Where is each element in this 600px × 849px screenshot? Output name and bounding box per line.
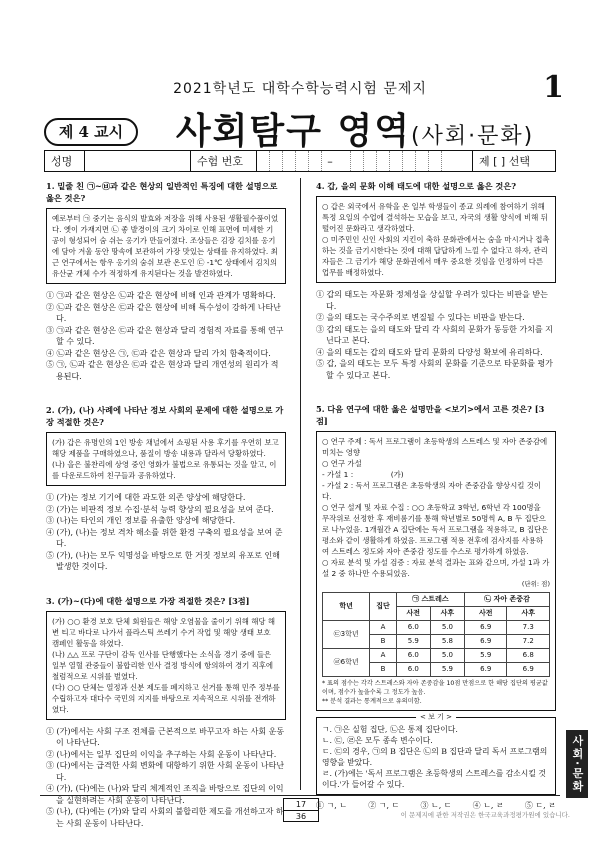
q5-box [316,431,556,711]
exam-no-label: 수험 번호 [191,151,257,171]
q5-line-h2: - 가설 2 : 독서 프로그램은 초등학생의 자아 존중감을 향상시킬 것이다. [322,481,541,501]
q1-choice-4[interactable]: ④ ㉡과 같은 현상은 ㉠, ㉢과 같은 현상과 달리 가치 함축적이다. [46,348,271,358]
q1-choice-1[interactable]: ① ㉠과 같은 현상은 ㉡과 같은 현상에 비해 인과 관계가 명확하다. [46,291,276,300]
subject-main: 사회탐구 영역 [175,111,412,152]
footer-page: 17 [284,799,318,811]
q2-choice-2[interactable]: ② (가)는 비판적 정보 수집·분석 능력 향상의 필요성을 보여 준다. [46,504,274,514]
table-row [323,649,550,663]
q4-choice-2[interactable]: ② 을의 태도는 국수주의로 변질될 수 있다는 비판을 받는다. [316,313,525,322]
th-post: 사후 [507,607,550,621]
table-cell: 5.9 [396,635,430,649]
th-esteem: ㉡ 자아 존중감 [464,593,549,607]
q2-choice-3[interactable]: ③ (나)는 타인의 개인 정보를 유출한 양상에 해당한다. [46,516,236,525]
footer-page-indicator [283,798,319,822]
th-group: 집단 [370,593,396,621]
q2-choice-4[interactable]: ④ (가), (나)는 정보 격차 해소를 위한 환경 구축의 필요성을 보여 준다. [46,527,283,548]
q1-box: 예로부터 ㉠ 중기는 음식의 발효와 저장을 위해 사용된 생활필수품이었다. 옛이 가재지면 ㉡ 좋 발경이의 크기 차이로 인해 표면에 미세한 기공이 형성되어 숨 쉬는 옹기가 만들어졌다. 조상들은 김장 김치를 옹기에 담아 겨울 동안 땅속에 보관하여 가장 맛있는 상태를 유지하였다. 최근 연구에서는 항우 옹기의 숨쉬 보관 온도인 ㉢ -1℃ 상태에서 김치의 유산균 개체 수가 적정하게 유지된다는 것을 발견하였다. [46,208,286,284]
table-cell: 5.0 [430,621,464,635]
page-number: 1 [543,70,564,105]
subject-side-tab: 사회·문화 [566,730,588,798]
exam-no-field[interactable] [257,151,473,171]
q5-choice-4[interactable]: ④ ㄴ, ㄹ [472,801,504,810]
table-cell: 7.2 [507,635,550,649]
info-bar [44,150,556,172]
q3-choice-4[interactable]: ④ (가), (다)에는 (나)와 달리 체계적인 조직을 바탕으로 집단의 이익을 실현하려는 사회 운동이 나타난다. [46,784,284,805]
result-table [322,592,550,677]
table-cell: A [370,621,396,635]
th-pre: 사전 [396,607,430,621]
table-notes: * 표의 점수는 각각 스트레스와 자아 존중감을 10점 만점으로 한 해당 집단의 평균값이며, 점수가 높을수록 그 정도가 높음. ** 분석 결과는 통계적으로 유의미함. [322,680,548,705]
footer-rule [40,795,560,796]
q4-box: ○ 갑은 외국에서 유학을 온 일부 학생들이 종교 의례에 참여하기 위해 특정 요일의 수업에 결석하는 모습을 보고, 자국의 생활 양식에 비해 뒤떨어진 문화라고 생각하였다. ○ 미주민인 신인 사회의 지킨이 축하 문화관에서는 숨을 마시거나 접촉하는 것을 금기시한다는 것에 대해 답답하게 느낄 수 없다고 하자, 관리자들은 그 금기가 해당 문화권에서 매우 중요한 것임을 인정하여 다른 업무를 배정하였다. [316,196,556,283]
table-cell: ㉢3학년 [323,621,370,649]
q5-line-hypo: ○ 연구 가설 [322,459,362,468]
q4-choice-4[interactable]: ④ 을의 태도는 갑의 태도와 달리 문화의 다양성 확보에 유리하다. [316,347,543,357]
q5-line-topic: ○ 연구 주제 : 독서 프로그램이 초등학생의 스트레스 및 자아 존중감에 미치는 영향 [322,437,548,457]
table-unit: (단위: 점) [521,580,550,588]
table-cell: 6.0 [396,621,430,635]
q2-choice-1[interactable]: ① (가)는 정보 기기에 대한 과도한 의존 양상에 해당한다. [46,493,246,502]
bogi-item: ㄱ. ㉠은 실험 집단, ㉡은 통제 집단이다. [322,725,458,734]
q3-title: 3. (가)~(다)에 대한 설명으로 가장 적절한 것은? [3점] [46,595,250,606]
q4-title: 4. 갑, 을의 문화 이해 태도에 대한 설명으로 옳은 것은? [316,181,517,191]
table-cell: B [370,635,396,649]
column-divider [300,178,301,790]
bogi-item: ㄷ. ㉢의 경우, ㉠의 B 집단은 ㉡의 B 집단과 달리 독서 프로그램의 영향을 받았다. [322,747,548,767]
table-cell: 5.8 [430,635,464,649]
table-cell: 6.9 [464,635,506,649]
table-cell: 5.0 [430,649,464,663]
question-1 [46,180,286,382]
q3-choice-2[interactable]: ② (나)에서는 일부 집단의 이익을 추구하는 사회 운동이 나타난다. [46,749,277,759]
q4-choice-3[interactable]: ③ 갑의 태도는 을의 태도와 달리 각 사회의 문화가 동등한 가치를 지닌다고 본다. [316,324,553,345]
q3-choice-1[interactable]: ① (가)에서는 사회 구조 전체를 근본적으로 바꾸고자 하는 사회 운동이 나타난다. [46,726,285,747]
table-cell: B [370,663,396,677]
q3-box: (가) ○○ 환경 보호 단체 회원들은 해양 오염물을 줄이기 위해 해당 해변 티고 바다로 나가서 플라스틱 쓰레기 수거 작업 및 해양 생태 보호 캠페인 활동을 하였다. (나) △△ 프로 구단이 감독 인사를 단행했다는 소식을 경기 중에 들은 일부 열혈 관중들이 불합리한 인사 결정 방식에 항의하여 경기 직후에 철럼적으로 시위를 벌였다. (다) ○○ 단체는 열정과 신분 제도를 폐지하고 선거를 통해 민주 정부를 수립하고자 대다수 국민의 지지를 바탕으로 지속적으로 시위를 전개하였다. [46,611,286,720]
table-cell: 6.8 [507,649,550,663]
q5-choice-5[interactable]: ⑤ ㄷ, ㄹ [524,801,556,810]
table-cell: 6.0 [396,649,430,663]
right-column [316,180,556,820]
table-cell: 6.0 [396,663,430,677]
bogi-box [316,713,556,795]
q5-choice-2[interactable]: ② ㄱ, ㄷ [368,801,400,810]
q4-choice-1[interactable]: ① 갑의 태도는 자문화 정체성을 상실할 우려가 있다는 비판을 받는다. [316,290,548,311]
table-cell: 5.9 [430,663,464,677]
exam-title: 2021학년도 대학수학능력시험 문제지 [173,81,427,97]
table-cell: 6.9 [464,663,506,677]
table-row [323,621,550,635]
question-5 [316,403,556,812]
q4-choice-5[interactable]: ⑤ 갑, 을의 태도는 모두 특정 사회의 문화를 기준으로 타문화를 평가할 수 있다고 본다. [316,359,553,380]
table-cell: 7.3 [507,621,550,635]
q5-line-design: ○ 연구 설계 및 자료 수집 : ○○ 초등학교 3학년, 6학년 각 100명을 무작위로 선정한 후 재비롬기를 통해 학년별로 50명씩 A, B 두 집단으로 나누었음. 1개월간 A 집단에는 독서 프로그램을 적용하고, B 집단은 평소와 같이 생활하게 하였음. 프로그램 적용 전후에 검사지를 사용하여 스트레스 정도와 자아 존중감 정도를 수스로 평가하게 하였음. [322,503,549,556]
left-column [46,180,286,837]
question-4 [316,180,556,381]
th-grade: 학년 [323,593,370,621]
table-cell: A [370,649,396,663]
footer-total: 36 [295,812,307,821]
bogi-label: < 보 기 > [416,712,456,723]
name-field[interactable] [85,151,191,171]
subject-title [150,103,560,154]
q5-choice-3[interactable]: ③ ㄴ, ㄷ [420,801,452,810]
q5-title: 5. 다음 연구에 대한 옳은 설명만을 <보기>에서 고른 것은? [3점] [316,404,545,426]
choice-label: 제 [ ] 선택 [479,155,530,168]
q3-choice-5[interactable]: ⑤ (나), (다)에는 (가)와 달리 사회의 불합리한 제도를 개선하고자 하는 사회 운동이 나타난다. [46,807,284,828]
subject-sub: (사회·문화) [411,124,535,149]
exam-no-dash: – [327,154,333,168]
q2-title: 2. (가), (나) 사례에 나타난 정보 사회의 문제에 대한 설명으로 가장 적절한 것은? [46,405,284,427]
question-2 [46,404,286,573]
table-cell: 6.9 [507,663,550,677]
table-cell: 5.9 [464,649,506,663]
bogi-item: ㄹ. (가)에는 '독서 프로그램은 초등학생의 스트레스를 감소시킬 것이다.'가 들어갈 수 있다. [322,769,546,789]
q1-choice-5[interactable]: ⑤ ㉠, ㉡과 같은 현상은 ㉢과 같은 현상과 달리 개연성의 원리가 적용된다. [46,360,279,381]
q1-choice-3[interactable]: ③ ㉠과 같은 현상은 ㉢과 같은 현상과 달리 경험적 자료를 통해 연구할 수 있다. [46,325,284,346]
q5-choice-1[interactable]: ① ㄱ, ㄴ [316,801,348,810]
question-3 [46,595,286,830]
th-post: 사후 [430,607,464,621]
q5-line-analysis: ○ 자료 분석 및 가설 검증 : 자료 분석 결과는 표와 같으며, 가설 1과 가설 2 중 하나만 수용되었음. [322,558,550,578]
th-stress: ㉠ 스트레스 [396,593,464,607]
q1-title: 1. 밑줄 친 ㉠~㉥과 같은 현상의 일반적인 특징에 대한 설명으로 옳은 것은? [46,181,278,203]
q1-choice-2[interactable]: ② ㉡과 같은 현상은 ㉢과 같은 현상에 비해 특수성이 강하게 나타난다. [46,302,281,323]
name-label: 성명 [45,151,85,171]
q2-choice-5[interactable]: ⑤ (가), (나)는 모두 익명성을 바탕으로 한 거짓 정보의 유포로 인해 발생한 것이다. [46,550,280,571]
th-pre: 사전 [464,607,506,621]
q5-line-h1: - 가설 1 : (가) [322,470,404,479]
session-badge: 제 4 교시 [44,118,138,146]
table-cell: ㉣6학년 [323,649,370,677]
q2-box: (가) 갑은 유명인의 1인 방송 채널에서 쇼핑된 사용 후기를 우연히 보고 해당 제품을 구매하였으나, 품질이 방송 내용과 달라서 당황하였다. (나) 을은 불찬리에 상영 중인 영화가 불법으로 유통되는 것을 알고, 이를 다운로드하여 친구들과 공유하였다. [46,432,286,486]
bogi-item: ㄴ. ㉢, ㉣은 모두 종속 변수이다. [322,736,433,745]
copyright-note: 이 문제지에 관한 저작권은 한국교육과정평가원에 있습니다. [400,811,570,819]
q3-choice-3[interactable]: ③ (다)에서는 급격한 사회 변화에 대항하기 위한 사회 운동이 나타난다. [46,761,285,782]
table-cell: 6.9 [464,621,506,635]
